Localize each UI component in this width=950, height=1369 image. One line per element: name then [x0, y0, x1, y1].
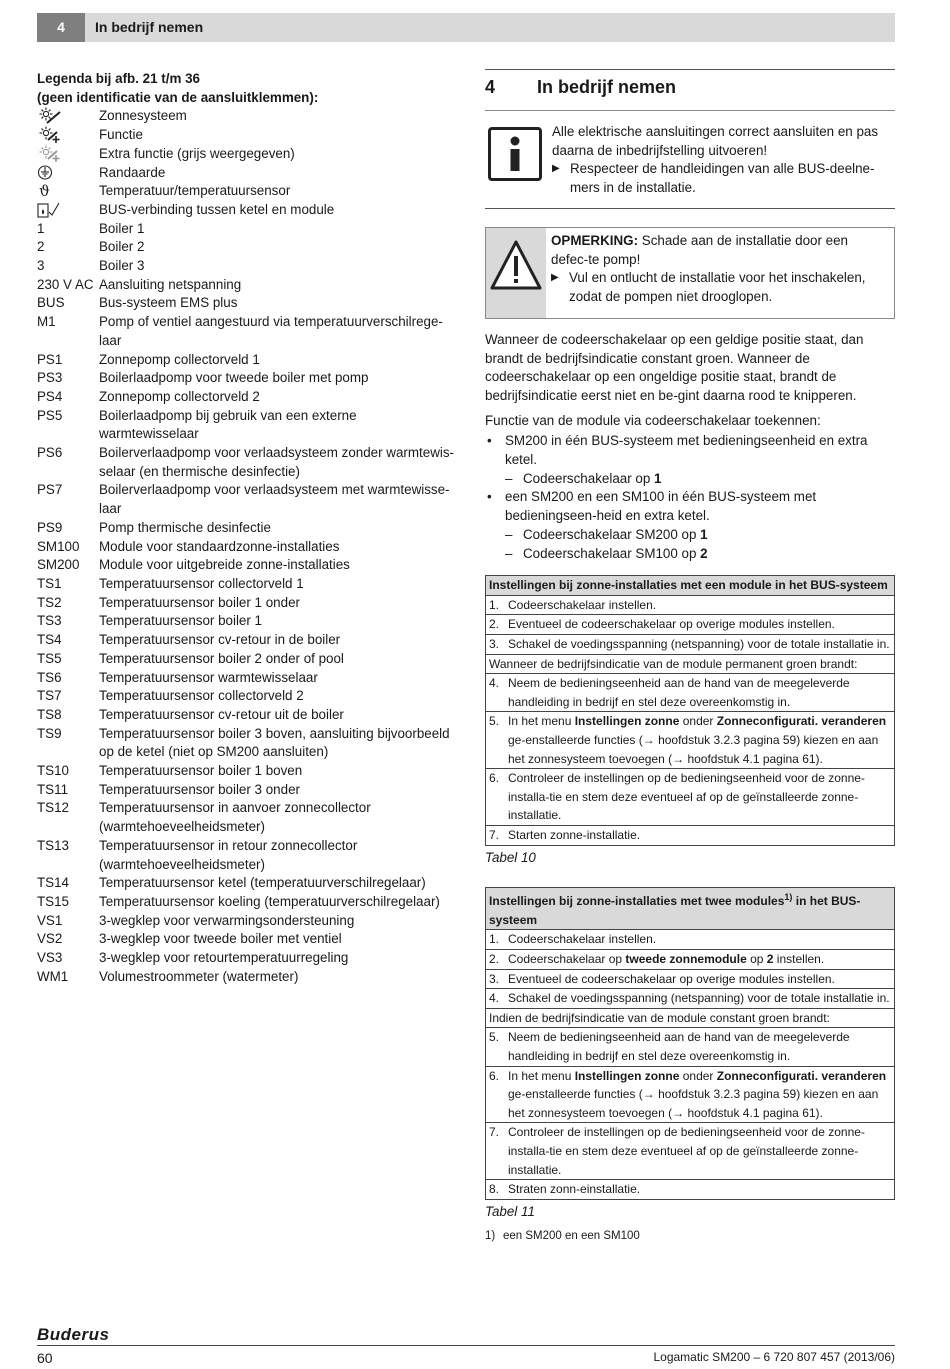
legend-key: TS13 — [37, 837, 70, 853]
arrow-bullet-icon: ▶ — [552, 163, 560, 175]
warning-note — [485, 227, 895, 319]
legend-item — [37, 781, 457, 800]
legend-text: Volumestroommeter (watermeter) — [99, 968, 299, 984]
legend-key: PS9 — [37, 519, 63, 535]
legend-item — [37, 631, 457, 650]
legend-item — [37, 725, 457, 762]
legend-item — [37, 369, 457, 388]
table-10-title: Instellingen bij zonne-installaties met een module in het BUS-systeem — [486, 576, 894, 596]
sun-plus-grey-icon — [37, 145, 99, 164]
svg-text:ϑ: ϑ — [39, 182, 50, 200]
legend-text: 3-wegklep voor tweede boiler met ventiel — [99, 931, 342, 947]
section-title: In bedrijf nemen — [537, 77, 677, 97]
table-11-caption: Tabel 11 — [485, 1203, 535, 1219]
sun-plus-icon — [37, 126, 99, 145]
list-item-text: een SM200 en een SM100 in één BUS-systeem met bedieningseen-heid en extra ketel. — [505, 489, 817, 524]
legend-key: SM200 — [37, 557, 80, 573]
legend-text: Temperatuursensor boiler 1 boven — [99, 763, 303, 779]
legend-text: Temperatuursensor boiler 2 onder of pool — [99, 650, 344, 666]
table-row: 1. Codeerschakelaar instellen. — [489, 932, 657, 947]
legend-text: Bus-systeem EMS plus — [99, 295, 238, 311]
table-condition: Wanneer de bedrijfsindicatie van de module permanent groen brandt: — [486, 654, 894, 674]
legend-text: Pomp of ventiel aangestuurd via temperatuurverschilrege-laar — [99, 314, 443, 348]
legend-key: VS1 — [37, 912, 63, 928]
footnote-mark: 1) — [485, 1230, 496, 1243]
legend-text: Temperatuursensor in retour zonnecollector (warmtehoeveelheidsmeter) — [99, 837, 358, 872]
footnote — [485, 1227, 895, 1246]
legend-item — [37, 481, 457, 518]
table-row: 5. Neem de bedieningseenheid aan de hand van de meegeleverde handleiding in bedrijf en stel deze overeenkomstig in. — [486, 1027, 894, 1065]
legend-item — [37, 238, 457, 257]
legend-text: Temperatuursensor collectorveld 2 — [99, 688, 304, 704]
legend-text: Boilerlaadpomp bij gebruik van een externe warmtewisselaar — [99, 407, 357, 442]
legend-key: PS3 — [37, 370, 63, 386]
sub-list-item: – Codeerschakelaar op 1 — [485, 470, 895, 489]
legend-key: TS1 — [37, 575, 62, 591]
legend-item — [37, 799, 457, 836]
table-row: 4. Neem de bedieningseenheid aan de hand van de meegeleverde handleiding in bedrijf en stel deze overeenkomstig in. — [486, 673, 894, 711]
table-row: 6. In het menu Instellingen zonne onder Zonneconfigurati. veranderen ge-enstalleerde functies (→ hoofdstuk 3.2.3 pagina 59) kiezen en aan het zonnesysteem toevoegen (→ hoofdstuk 4.1 pagina 61). — [486, 1066, 894, 1123]
legend-key: TS15 — [37, 893, 70, 909]
legend-item — [37, 519, 457, 538]
legend-key: TS11 — [37, 781, 69, 797]
list-item — [485, 488, 895, 525]
legend-title-line1: Legenda bij afb. 21 t/m 36 — [37, 71, 200, 86]
legend-text: Temperatuursensor cv-retour uit de boiler — [99, 706, 344, 722]
legend-text: 3-wegklep voor verwarmingsondersteuning — [99, 912, 355, 928]
legend-item — [37, 407, 457, 444]
bullet-dot: • — [487, 433, 492, 449]
info-note-bullet: Respecteer de handleidingen van alle BUS-deelne-mers in de installatie. — [570, 161, 875, 196]
legend-title-line2: (geen identificatie van de aansluitklemmen): — [37, 89, 319, 105]
legend-item — [37, 313, 457, 350]
legend-item — [37, 351, 457, 370]
table-row: 1. Codeerschakelaar instellen. — [489, 597, 657, 612]
legend-key: 2 — [37, 239, 45, 255]
legend-key: TS4 — [37, 632, 62, 648]
warning-triangle-icon — [486, 228, 546, 318]
table-row: 2. Eventueel de codeerschakelaar op overige modules instellen. — [486, 614, 894, 634]
legend-key: PS1 — [37, 351, 63, 367]
legend-item — [37, 575, 457, 594]
legend-item — [37, 276, 457, 295]
legend-key: M1 — [37, 314, 56, 330]
section-heading — [485, 70, 895, 110]
legend-text: Temperatuursensor boiler 1 — [99, 613, 263, 629]
dash-marker: – — [505, 526, 513, 542]
sub-list-item: – Codeerschakelaar SM200 op 1 — [485, 526, 895, 545]
legend-text: Zonnepomp collectorveld 2 — [99, 388, 260, 404]
dash-marker: – — [505, 470, 513, 486]
table-row: 7. Controleer de instellingen op de bedieningseenheid voor de zonne-installa-tie en stem deze eventueel af op de geïnstalleerde zonne-installatie. — [486, 1122, 894, 1179]
legend-item — [37, 968, 457, 987]
legend-text: Temperatuursensor cv-retour in de boiler — [99, 632, 341, 648]
legend-text: Zonnepomp collectorveld 1 — [99, 351, 260, 367]
legend-text: Aansluiting netspanning — [99, 276, 242, 292]
legend-text: Temperatuur/temperatuursensor — [99, 183, 291, 199]
legend-item — [37, 201, 457, 220]
legend-item — [37, 182, 457, 201]
table-row: 8. Straten zonn-einstallatie. — [486, 1179, 894, 1199]
list-item-text: SM200 in één BUS-systeem met bedieningseenheid en extra ketel. — [505, 433, 868, 468]
legend-text: Temperatuursensor ketel (temperatuurverschilregelaar) — [99, 875, 426, 891]
chapter-title: In bedrijf nemen — [95, 19, 204, 35]
legend-text: Boiler 2 — [99, 239, 145, 255]
legend-text: BUS-verbinding tussen ketel en module — [99, 201, 335, 217]
paragraph-function: Functie van de module via codeerschakelaar toekennen: — [485, 412, 821, 428]
legend-item — [37, 706, 457, 725]
legend-key: TS8 — [37, 706, 62, 722]
chapter-number: 4 — [37, 13, 85, 42]
sub-list-item: – Codeerschakelaar SM100 op 2 — [485, 545, 895, 564]
legend-item — [37, 762, 457, 781]
legend-key: PS4 — [37, 388, 63, 404]
legend-item — [37, 126, 457, 145]
legend-key: TS2 — [37, 594, 62, 610]
legend-text: Temperatuursensor koeling (temperatuurverschilregelaar) — [99, 893, 440, 909]
footer-rule — [37, 1345, 895, 1346]
legend-text: Zonnesysteem — [99, 108, 187, 124]
legend-key: 3 — [37, 258, 45, 274]
legend-text: Boiler 1 — [99, 220, 145, 236]
legend-item — [37, 444, 457, 481]
bullet-dot: • — [487, 489, 492, 505]
legend-item — [37, 612, 457, 631]
legend-item — [37, 687, 457, 706]
table-condition: Indien de bedrijfsindicatie van de module constant groen brandt: — [486, 1008, 894, 1028]
table-row: 3. Eventueel de codeerschakelaar op overige modules instellen. — [486, 969, 894, 989]
legend-text: Boilerlaadpomp voor tweede boiler met pomp — [99, 370, 369, 386]
ground-icon — [37, 164, 99, 183]
table-10-caption: Tabel 10 — [485, 849, 536, 865]
legend-item — [37, 107, 457, 126]
legend-key: TS3 — [37, 613, 62, 629]
warning-text: Schade aan de installatie door een defec-te pomp! — [551, 232, 848, 267]
legend-text: Boilerverlaadpomp voor verlaadsysteem met warmtewisse-laar — [99, 482, 450, 517]
legend-key: PS5 — [37, 407, 63, 423]
legend-item — [37, 930, 457, 949]
list-item — [485, 432, 895, 469]
paragraph-status: Wanneer de codeerschakelaar op een geldige positie staat, dan brandt de bedrijfsindicatie constant groen. Wanneer de codeerschakelaar op een ongeldige positie staat, brandt de bedrijfsindicatie eerst niet en be-gint daarna rood te knipperen. — [485, 331, 864, 403]
legend-item — [37, 257, 457, 276]
info-note — [485, 123, 895, 209]
legend-text: Temperatuursensor boiler 3 boven, aansluiting bijvoorbeeld op de ketel (niet op SM200 aansluiten) — [99, 725, 450, 760]
legend-item — [37, 650, 457, 669]
legend-text: Boilerverlaadpomp voor verlaadsysteem zonder warmtewis-selaar (en thermische desinfectie) — [99, 445, 454, 479]
legend-item — [37, 912, 457, 931]
table-row: 7. Starten zonne-installatie. — [486, 825, 894, 845]
legend-text: Module voor uitgebreide zonne-installaties — [99, 557, 350, 573]
table-11 — [485, 887, 895, 1200]
buderus-logo: Buderus — [37, 1325, 110, 1344]
legend-key: BUS — [37, 295, 65, 311]
legend-item — [37, 556, 457, 575]
table-row: 4. Schakel de voedingsspanning (netspanning) voor de totale installatie in. — [486, 988, 894, 1008]
legend-key: 1 — [37, 220, 45, 236]
legend-item — [37, 388, 457, 407]
main-content — [485, 69, 895, 1246]
legend-text: Temperatuursensor boiler 1 onder — [99, 594, 300, 610]
legend-item — [37, 669, 457, 688]
legend-item — [37, 220, 457, 239]
legend-item — [37, 949, 457, 968]
legend-text: Temperatuursensor in aanvoer zonnecollector (warmtehoeveelheidsmeter) — [99, 800, 371, 835]
page-header — [37, 13, 895, 42]
table-row: 2. Codeerschakelaar op tweede zonnemodule op 2 instellen. — [486, 949, 894, 969]
legend-item — [37, 874, 457, 893]
info-note-text: Alle elektrische aansluitingen correct aansluiten en pas daarna de inbedrijfstelling uitvoeren! — [552, 124, 879, 158]
legend-key: WM1 — [37, 968, 69, 984]
legend-item — [37, 145, 457, 164]
warning-bullet: Vul en ontlucht de installatie voor het inschakelen, zodat de pompen niet drooglopen. — [569, 270, 866, 304]
legend-item — [37, 893, 457, 912]
legend-key: TS10 — [37, 763, 70, 779]
footnote-text: een SM200 en een SM100 — [503, 1230, 640, 1243]
legend-key: TS7 — [37, 688, 62, 704]
legend-key: VS2 — [37, 931, 63, 947]
legend-key: VS3 — [37, 950, 63, 966]
legend-text: Temperatuursensor warmtewisselaar — [99, 669, 318, 685]
legend-text: 3-wegklep voor retourtemperatuurregeling — [99, 950, 349, 966]
legend-key: TS6 — [37, 669, 62, 685]
legend-text: Randaarde — [99, 164, 166, 180]
legend-key: TS9 — [37, 725, 62, 741]
section-number: 4 — [485, 77, 496, 97]
legend-text: Module voor standaardzonne-installaties — [99, 538, 340, 554]
legend-key: PS6 — [37, 445, 63, 461]
legend-key: TS12 — [37, 800, 70, 816]
temperature-icon — [37, 182, 99, 201]
info-icon — [488, 127, 542, 181]
legend-item — [37, 837, 457, 874]
legend-text: Pomp thermische desinfectie — [99, 519, 271, 535]
sun-icon — [37, 107, 99, 126]
table-row: 5. In het menu Instellingen zonne onder Zonneconfigurati. veranderen ge-enstalleerde functies (→ hoofdstuk 3.2.3 pagina 59) kiezen en aan het zonnesysteem toevoegen (→ hoofdstuk 4.1 pagina 61). — [486, 711, 894, 768]
table-row: 6. Controleer de instellingen op de bedieningseenheid voor de zonne-installa-tie en stem deze eventueel af op de geïnstalleerde zonne-installatie. — [486, 768, 894, 825]
legend-item — [37, 538, 457, 557]
dash-marker: – — [505, 545, 513, 561]
legend-key: PS7 — [37, 482, 63, 498]
legend-text: Functie — [99, 127, 143, 143]
warning-label: OPMERKING: — [551, 232, 639, 248]
legend-key: TS14 — [37, 875, 70, 891]
section-rule-bottom — [485, 110, 895, 111]
legend-list — [37, 107, 457, 986]
table-11-title: Instellingen bij zonne-installaties met twee modules$^{1)}$ in het BUS-systeem — [486, 888, 894, 930]
legend-key: 230 V AC — [37, 276, 94, 292]
page-number: 60 — [37, 1350, 53, 1366]
legend-item — [37, 164, 457, 183]
arrow-bullet-icon: ▶ — [551, 272, 559, 284]
legend-key: TS5 — [37, 650, 62, 666]
legend-text: Temperatuursensor collectorveld 1 — [99, 575, 304, 591]
legend — [37, 70, 457, 986]
legend-text: Extra functie (grijs weergegeven) — [99, 145, 295, 161]
bus-module-icon — [37, 201, 99, 220]
legend-text: Temperatuursensor boiler 3 onder — [99, 781, 300, 797]
document-id: Logamatic SM200 – 6 720 807 457 (2013/06) — [653, 1350, 895, 1364]
table-10 — [485, 575, 895, 845]
legend-item — [37, 594, 457, 613]
bullet-list — [485, 432, 895, 563]
legend-text: Boiler 3 — [99, 258, 145, 274]
legend-item — [37, 294, 457, 313]
legend-key: SM100 — [37, 538, 80, 554]
table-row: 3. Schakel de voedingsspanning (netspanning) voor de totale installatie in. — [486, 634, 894, 654]
